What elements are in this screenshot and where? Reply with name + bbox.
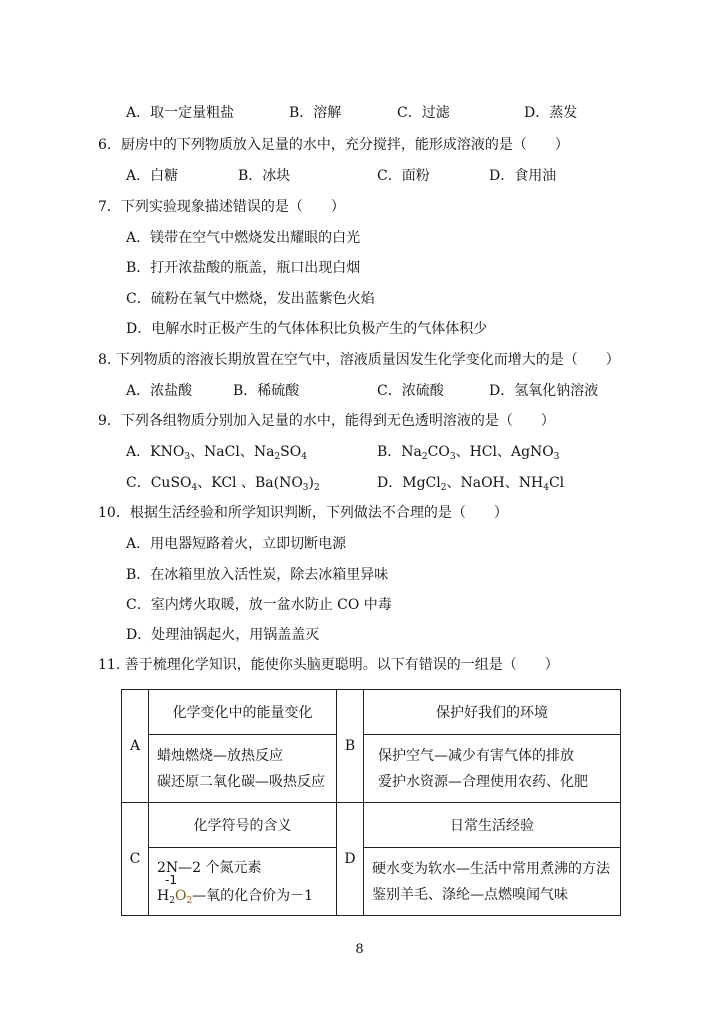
q10-option-a: A．用电器短路着火，立即切断电源: [126, 536, 347, 552]
q10-option-c: C．室内烤火取暖，放一盆水防止 CO 中毒: [126, 597, 392, 613]
q7-option-b: B．打开浓盐酸的瓶盖，瓶口出现白烟: [126, 260, 361, 276]
cell-d-line1: 硬水变为软水—生活中常用煮沸的方法: [372, 860, 610, 877]
q5-option-b: B．溶解: [289, 105, 342, 121]
q9-option-d: D．MgCl$_2$、NaOH、$NH_4Cl$: [377, 475, 565, 493]
cell-letter-b: B: [337, 690, 364, 803]
q9-stem: 9．下列各组物质分别加入足量的水中，能得到无色透明溶液的是（ ）: [98, 413, 555, 429]
q6-option-d: D．食用油: [489, 168, 557, 184]
q8-option-a: A．浓盐酸: [126, 383, 193, 399]
page-number: 8: [355, 942, 364, 957]
q9-option-c: C．CuSO$_4$、KCl 、$Ba(NO_3)_2$: [126, 475, 320, 493]
cell-c-line2-text: —氧的化合价为－1: [192, 887, 314, 904]
cell-a-line1: 蜡烛燃烧—放热反应: [157, 747, 283, 764]
q6-stem: 6．厨房中的下列物质放入足量的水中，充分搅拌，能形成溶液的是（ ）: [98, 137, 569, 153]
q8-option-d: D．氢氧化钠溶液: [489, 383, 599, 399]
q7-stem: 7．下列实验现象描述错误的是（ ）: [98, 199, 345, 215]
cell-head-b: 保护好我们的环境: [364, 690, 621, 735]
q9-option-a: A．$KNO_3$、NaCl、$Na_2SO_4$: [126, 444, 307, 462]
oxidation-number: -1: [165, 872, 177, 887]
q5-option-a: A．取一定量粗盐: [126, 105, 235, 121]
cell-letter-a: A: [122, 690, 149, 803]
q5-option-c: C．过滤: [397, 105, 450, 121]
cell-a-line2: 碳还原二氧化碳—吸热反应: [157, 773, 325, 790]
cell-body-a: [149, 735, 337, 803]
q11-stem: 11. 善于梳理化学知识，能使你头脑更聪明。以下有错误的一组是（ ）: [98, 657, 559, 673]
cell-letter-c: C: [122, 803, 149, 916]
cell-head-d: 日常生活经验: [364, 803, 621, 848]
q6-option-a: A．白糖: [126, 168, 179, 184]
cell-letter-d: D: [337, 803, 364, 916]
cell-c-line1: 2N—2 个氮元素: [157, 859, 262, 876]
q8-option-c: C．浓硫酸: [377, 383, 444, 399]
q6-option-c: C．面粉: [377, 168, 430, 184]
q8-stem: 8. 下列物质的溶液长期放置在空气中，溶液质量因发生化学变化而增大的是（ ）: [98, 352, 620, 368]
q7-option-d: D．电解水时正极产生的气体体积比负极产生的气体体积少: [126, 321, 488, 337]
cell-body-b: [364, 735, 621, 803]
cell-b-line1: 保护空气—减少有害气体的排放: [378, 747, 574, 764]
cell-body-c: [149, 848, 337, 916]
cell-c-line2: [157, 872, 330, 907]
q11-table: [121, 689, 621, 916]
q5-option-d: D．蒸发: [524, 105, 578, 121]
h2o2-formula: -1 $H_2O_2$: [157, 885, 192, 907]
q8-option-b: B．稀硫酸: [233, 383, 300, 399]
cell-head-a: 化学变化中的能量变化: [149, 690, 337, 735]
q10-option-b: B．在冰箱里放入活性炭，除去冰箱里异味: [126, 567, 389, 583]
q10-stem: 10．根据生活经验和所学知识判断，下列做法不合理的是（ ）: [98, 505, 508, 521]
cell-body-d: [364, 848, 621, 916]
q9-option-b: B．$Na_2CO_3$、HCl、AgNO$_3$: [377, 444, 560, 462]
cell-head-c: 化学符号的含义: [149, 803, 337, 848]
cell-b-line2: 爱护水资源—合理使用农药、化肥: [378, 773, 588, 790]
q6-option-b: B．冰块: [238, 168, 291, 184]
q7-option-c: C．硫粉在氧气中燃烧，发出蓝紫色火焰: [126, 291, 375, 307]
cell-d-line2: 鉴别羊毛、涤纶—点燃嗅闻气味: [372, 886, 568, 903]
q10-option-d: D．处理油锅起火，用锅盖盖灭: [126, 627, 320, 643]
q7-option-a: A．镁带在空气中燃烧发出耀眼的白光: [126, 230, 361, 246]
